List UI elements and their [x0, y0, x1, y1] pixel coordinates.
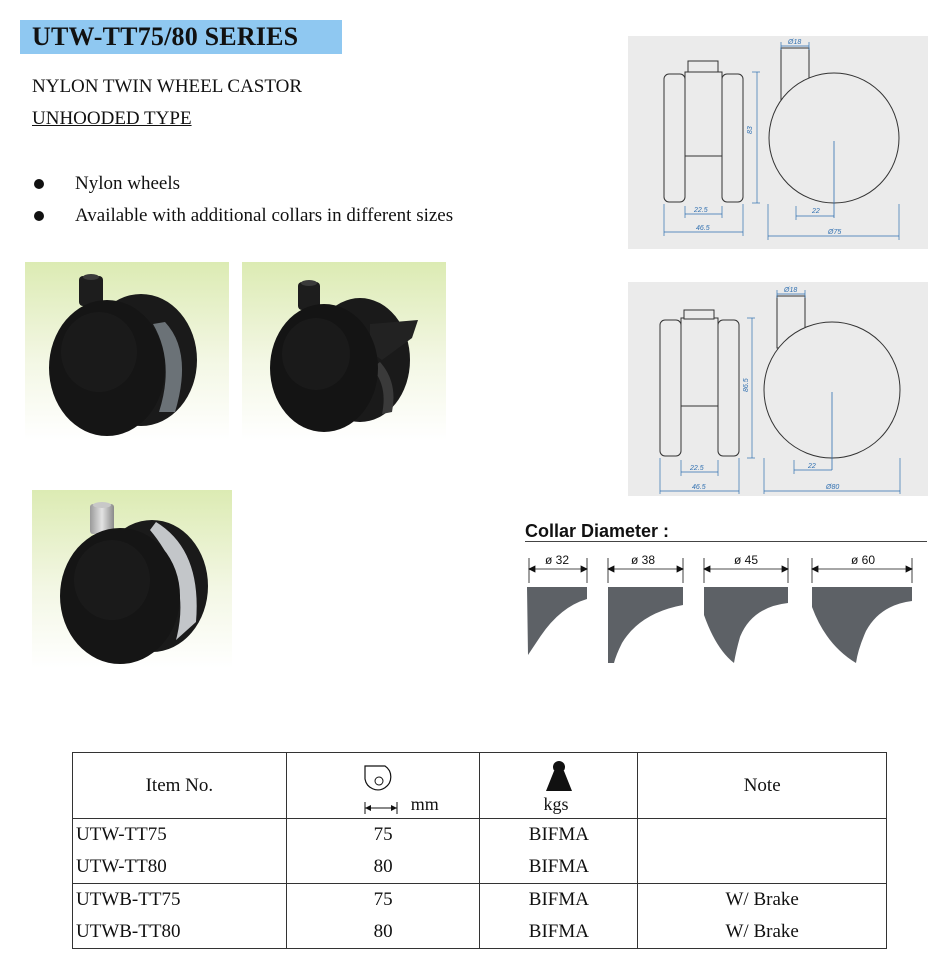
cell-note: W/ Brake — [638, 884, 887, 917]
dimension-drawing-tt80 — [628, 282, 928, 496]
cell-item: UTW-TT80 — [73, 851, 287, 884]
table-header-row — [73, 753, 887, 819]
collar-size-60: ø 60 — [851, 553, 876, 567]
cell-size: 75 — [286, 819, 480, 852]
cell-size: 75 — [286, 884, 480, 917]
table-row — [73, 884, 887, 917]
product-type: UNHOODED TYPE — [32, 108, 192, 129]
spec-table — [72, 752, 887, 949]
cell-item: UTW-TT75 — [73, 819, 287, 852]
dim-offset-tt75: 22.5 — [694, 207, 708, 214]
cell-load: BIFMA — [480, 851, 638, 884]
table-row — [73, 819, 887, 852]
header-load — [480, 753, 638, 819]
dim-stem-tt80: Ø18 — [784, 287, 798, 294]
cell-note — [638, 851, 887, 884]
cell-item: UTWB-TT75 — [73, 884, 287, 917]
weight-icon — [544, 760, 574, 792]
feature-item: Available with additional collars in different sizes — [75, 205, 454, 226]
series-title: UTW-TT75/80 SERIES — [32, 22, 299, 51]
dim-radius-tt80: 22 — [808, 463, 816, 470]
wheel-diameter-icon — [361, 762, 401, 814]
dim-width-tt75: 46.5 — [696, 225, 710, 232]
feature-item: Nylon wheels — [75, 173, 181, 194]
header-load-unit: kgs — [543, 793, 569, 814]
cell-item: UTWB-TT80 — [73, 916, 287, 949]
dim-diameter-tt75: Ø75 — [828, 229, 842, 236]
bullet-icon — [34, 179, 44, 189]
collar-title-rule — [525, 541, 927, 542]
collar-size-38: ø 38 — [631, 553, 656, 567]
table-row — [73, 916, 887, 949]
header-item-no: Item No. — [73, 753, 287, 819]
cell-note — [638, 819, 887, 852]
castor-photo-standard — [25, 262, 229, 440]
dim-offset-tt80: 22.5 — [690, 465, 704, 472]
dim-height-tt80: 86.5 — [743, 378, 750, 392]
cell-load: BIFMA — [480, 819, 638, 852]
collar-size-45: ø 45 — [734, 553, 759, 567]
castor-photo-silver — [32, 490, 232, 668]
header-size-unit: mm — [410, 793, 439, 814]
dim-radius-tt75: 22 — [812, 208, 820, 215]
collar-size-32: ø 32 — [545, 553, 570, 567]
dim-height-tt75: 83 — [747, 126, 754, 134]
bullet-icon — [34, 211, 44, 221]
cell-load: BIFMA — [480, 916, 638, 949]
dim-width-tt80: 46.5 — [692, 484, 706, 491]
product-subtitle: NYLON TWIN WHEEL CASTOR — [32, 76, 303, 97]
cell-load: BIFMA — [480, 884, 638, 917]
cell-size: 80 — [286, 916, 480, 949]
castor-photo-brake — [242, 262, 446, 440]
header-wheel-size — [286, 753, 480, 819]
dim-stem-tt75: Ø18 — [788, 39, 802, 46]
table-row — [73, 851, 887, 884]
collar-diagrams — [520, 545, 920, 675]
cell-size: 80 — [286, 851, 480, 884]
dim-diameter-tt80: Ø80 — [826, 484, 840, 491]
collar-diameter-title: Collar Diameter : — [525, 521, 670, 541]
cell-note: W/ Brake — [638, 916, 887, 949]
dimension-drawing-tt75 — [628, 36, 928, 249]
header-note: Note — [638, 753, 887, 819]
